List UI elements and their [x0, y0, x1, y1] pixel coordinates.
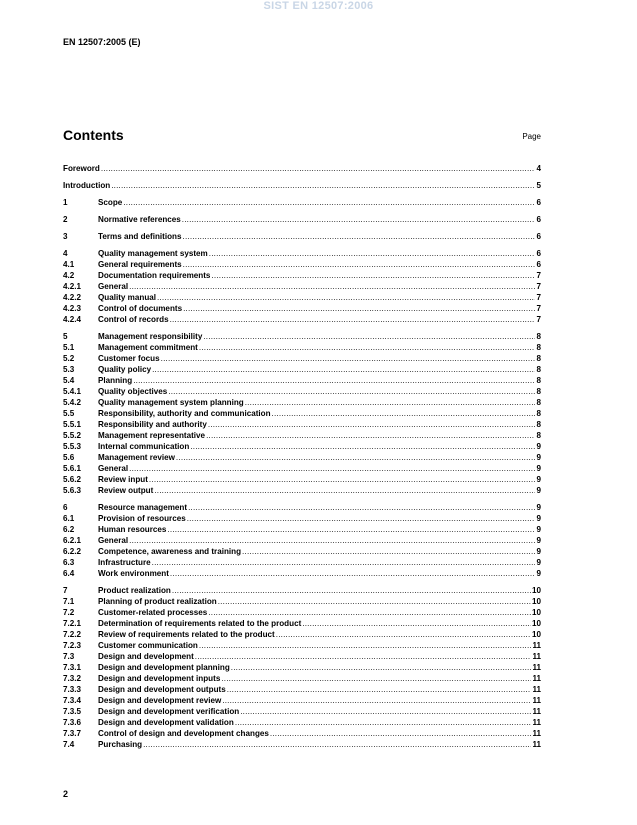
toc-entry-title: Customer communication [98, 641, 198, 650]
toc-entry-number: 6.1 [63, 514, 75, 523]
toc-entry[interactable] [63, 292, 541, 303]
toc-entry[interactable] [63, 231, 541, 242]
toc-entry[interactable] [63, 618, 541, 629]
toc-dot-leader [272, 408, 536, 419]
toc-entry-page: 11 [532, 729, 541, 738]
toc-entry-title: Design and development inputs [98, 674, 221, 683]
toc-entry-number: 4.2.2 [63, 293, 82, 302]
toc-entry-number: 7.3.5 [63, 707, 82, 716]
toc-entry-page: 8 [536, 376, 541, 385]
toc-entry-page: 9 [536, 514, 541, 523]
toc-entry-page: 10 [531, 630, 541, 639]
toc-entry-title: Determination of requirements related to the product [98, 619, 302, 628]
toc-entry-number: 7.3.6 [63, 718, 82, 727]
toc-entry-title: General [98, 536, 129, 545]
toc-entry-number: 6.2.1 [63, 536, 82, 545]
toc-entry-page: 10 [531, 608, 541, 617]
toc-entry-number: 5.4 [63, 376, 75, 385]
toc-dot-leader [182, 214, 536, 225]
toc-dot-leader [172, 585, 531, 596]
toc-entry-page: 7 [536, 271, 541, 280]
toc-entry-page: 4 [536, 164, 541, 173]
toc-entry[interactable] [63, 342, 541, 353]
toc-entry-number: 5.6 [63, 453, 75, 462]
toc-dot-leader [133, 375, 535, 386]
toc-entry[interactable] [63, 502, 541, 513]
toc-entry-number: 5.5 [63, 409, 75, 418]
toc-entry-title: Design and development review [98, 696, 222, 705]
toc-entry-page: 9 [536, 464, 541, 473]
toc-entry-number: 7.3.4 [63, 696, 82, 705]
toc-entry-number: 4.2 [63, 271, 75, 280]
toc-entry[interactable] [63, 535, 541, 546]
toc-entry-page: 11 [532, 652, 541, 661]
toc-entry-title: General [98, 282, 129, 291]
toc-entry-title: Review output [98, 486, 154, 495]
toc-entry-title: Purchasing [98, 740, 143, 749]
toc-entry-title: Customer focus [98, 354, 160, 363]
toc-dot-leader [221, 673, 531, 684]
toc-dot-leader [240, 706, 531, 717]
toc-entry-number: 1 [63, 198, 68, 207]
toc-entry-page: 11 [532, 674, 541, 683]
toc-entry[interactable] [63, 596, 541, 607]
toc-dot-leader [129, 281, 535, 292]
toc-dot-leader [190, 441, 535, 452]
toc-entry-title: General requirements [98, 260, 182, 269]
toc-entry[interactable] [63, 513, 541, 524]
toc-entry-page: 8 [536, 332, 541, 341]
toc-dot-leader [235, 717, 532, 728]
toc-entry[interactable] [63, 629, 541, 640]
toc-dot-leader [222, 695, 531, 706]
toc-entry[interactable] [63, 474, 541, 485]
toc-entry-page: 9 [536, 558, 541, 567]
toc-entry-title: Quality management system [98, 249, 208, 258]
toc-dot-leader [183, 303, 535, 314]
page-number: 2 [63, 789, 69, 799]
toc-entry-page: 6 [536, 198, 541, 207]
toc-entry-page: 9 [536, 475, 541, 484]
toc-entry-number: 7.2.1 [63, 619, 82, 628]
toc-entry-page: 9 [536, 547, 541, 556]
toc-entry-number: 7.3 [63, 652, 75, 661]
toc-entry[interactable] [63, 463, 541, 474]
toc-entry-page: 8 [536, 387, 541, 396]
toc-dot-leader [170, 568, 536, 579]
toc-entry[interactable] [63, 248, 541, 259]
toc-entry-page: 9 [536, 525, 541, 534]
toc-dot-leader [231, 662, 532, 673]
toc-entry-number: 7.2.2 [63, 630, 82, 639]
toc-entry-title: Introduction [63, 181, 111, 190]
toc-entry-number: 7.3.2 [63, 674, 82, 683]
toc-entry-title: Control of documents [98, 304, 183, 313]
toc-entry[interactable] [63, 684, 541, 695]
toc-entry[interactable] [63, 353, 541, 364]
toc-dot-leader [149, 474, 536, 485]
toc-entry[interactable] [63, 303, 541, 314]
toc-entry-page: 9 [536, 486, 541, 495]
toc-entry-number: 6 [63, 503, 68, 512]
toc-entry-page: 7 [536, 293, 541, 302]
toc-dot-leader [188, 502, 535, 513]
toc-entry[interactable] [63, 706, 541, 717]
toc-dot-leader [111, 180, 535, 191]
toc-entry-title: Internal communication [98, 442, 190, 451]
toc-entry-title: General [98, 464, 129, 473]
toc-entry[interactable] [63, 281, 541, 292]
toc-entry-page: 7 [536, 282, 541, 291]
toc-dot-leader [208, 607, 531, 618]
toc-entry-number: 6.4 [63, 569, 75, 578]
toc-entry-number: 4.2.1 [63, 282, 82, 291]
document-id: EN 12507:2005 (E) [63, 37, 141, 47]
toc-entry-page: 11 [532, 663, 541, 672]
toc-entry-page: 8 [536, 420, 541, 429]
toc-entry-title: Documentation requirements [98, 271, 211, 280]
toc-entry-title: Provision of resources [98, 514, 186, 523]
toc-entry-title: Normative references [98, 215, 181, 224]
toc-entry-page: 11 [532, 707, 541, 716]
toc-entry-number: 4.1 [63, 260, 75, 269]
toc-entry-number: 4.2.4 [63, 315, 82, 324]
toc-entry-title: Terms and definitions [98, 232, 182, 241]
toc-entry-number: 2 [63, 215, 68, 224]
toc-entry-title: Management commitment [98, 343, 198, 352]
toc-entry-number: 3 [63, 232, 68, 241]
toc-entry-number: 5.4.2 [63, 398, 82, 407]
toc-entry-page: 9 [536, 503, 541, 512]
toc-entry-title: Quality manual [98, 293, 157, 302]
toc-entry-page: 9 [536, 442, 541, 451]
toc-entry-page: 5 [536, 181, 541, 190]
toc-dot-leader [199, 342, 536, 353]
toc-entry-title: Responsibility, authority and communication [98, 409, 271, 418]
toc-dot-leader [209, 248, 536, 259]
toc-entry[interactable] [63, 163, 541, 174]
toc-entry-number: 5.5.1 [63, 420, 82, 429]
toc-entry-number: 7.3.3 [63, 685, 82, 694]
toc-entry-title: Infrastructure [98, 558, 151, 567]
toc-entry-number: 5.5.3 [63, 442, 82, 451]
toc-dot-leader [199, 640, 532, 651]
toc-dot-leader [168, 386, 535, 397]
watermark-text: SIST EN 12507:2006 [263, 0, 374, 12]
toc-entry-page: 11 [532, 718, 541, 727]
toc-entry-number: 7.2 [63, 608, 75, 617]
toc-entry-title: Resource management [98, 503, 188, 512]
toc-entry-page: 8 [536, 354, 541, 363]
toc-entry-title: Planning [98, 376, 133, 385]
toc-entry-title: Work environment [98, 569, 169, 578]
toc-entry-title: Review of requirements related to the product [98, 630, 275, 639]
toc-entry-title: Design and development validation [98, 718, 234, 727]
toc-entry-number: 5 [63, 332, 68, 341]
toc-entry[interactable] [63, 214, 541, 225]
toc-dot-leader [245, 397, 536, 408]
toc-entry[interactable] [63, 430, 541, 441]
toc-entry-page: 9 [536, 536, 541, 545]
toc-entry[interactable] [63, 375, 541, 386]
toc-entry[interactable] [63, 408, 541, 419]
toc-entry-title: Product realization [98, 586, 171, 595]
page-column-label: Page [522, 132, 541, 141]
toc-entry-number: 6.2 [63, 525, 75, 534]
toc-entry-title: Quality policy [98, 365, 152, 374]
toc-entry[interactable] [63, 739, 541, 750]
toc-entry-page: 8 [536, 398, 541, 407]
toc-dot-leader [270, 728, 532, 739]
toc-entry-number: 6.2.2 [63, 547, 82, 556]
toc-entry-title: Planning of product realization [98, 597, 217, 606]
toc-dot-leader [152, 364, 535, 375]
toc-entry[interactable] [63, 546, 541, 557]
toc-entry[interactable] [63, 695, 541, 706]
toc-entry[interactable] [63, 270, 541, 281]
toc-entry[interactable] [63, 331, 541, 342]
toc-entry[interactable] [63, 568, 541, 579]
toc-entry[interactable] [63, 386, 541, 397]
toc-dot-leader [211, 270, 535, 281]
toc-dot-leader [183, 259, 536, 270]
toc-entry[interactable] [63, 314, 541, 325]
toc-dot-leader [154, 485, 535, 496]
toc-dot-leader [203, 331, 535, 342]
toc-entry-title: Quality management system planning [98, 398, 244, 407]
toc-entry[interactable] [63, 673, 541, 684]
toc-entry-number: 7.3.1 [63, 663, 82, 672]
toc-entry-number: 5.6.3 [63, 486, 82, 495]
toc-entry-number: 7.3.7 [63, 729, 82, 738]
toc-entry[interactable] [63, 364, 541, 375]
toc-entry-number: 5.3 [63, 365, 75, 374]
toc-entry-title: Customer-related processes [98, 608, 208, 617]
toc-entry-number: 5.1 [63, 343, 75, 352]
toc-entry-title: Management review [98, 453, 175, 462]
toc-entry-title: Scope [98, 198, 123, 207]
toc-entry-title: Management responsibility [98, 332, 203, 341]
toc-entry-title: Competence, awareness and training [98, 547, 242, 556]
contents-heading: Contents [63, 127, 124, 143]
toc-dot-leader [276, 629, 531, 640]
toc-entry[interactable] [63, 259, 541, 270]
toc-dot-leader [170, 314, 536, 325]
toc-entry-page: 8 [536, 343, 541, 352]
toc-entry-number: 7.1 [63, 597, 75, 606]
toc-entry-page: 8 [536, 431, 541, 440]
toc-entry-title: Review input [98, 475, 148, 484]
toc-entry-title: Design and development outputs [98, 685, 226, 694]
toc-entry[interactable] [63, 180, 541, 191]
toc-entry-number: 7.2.3 [63, 641, 82, 650]
toc-entry-number: 4 [63, 249, 68, 258]
toc-entry[interactable] [63, 452, 541, 463]
toc-entry-page: 10 [531, 597, 541, 606]
toc-dot-leader [167, 524, 535, 535]
toc-entry-page: 10 [531, 586, 541, 595]
toc-entry-number: 7.4 [63, 740, 75, 749]
toc-dot-leader [302, 618, 531, 629]
toc-entry[interactable] [63, 197, 541, 208]
toc-entry[interactable] [63, 717, 541, 728]
toc-entry-page: 11 [532, 740, 541, 749]
toc-entry[interactable] [63, 419, 541, 430]
toc-entry-number: 5.5.2 [63, 431, 82, 440]
toc-entry-page: 9 [536, 453, 541, 462]
toc-entry[interactable] [63, 524, 541, 535]
toc-dot-leader [183, 231, 536, 242]
toc-entry[interactable] [63, 728, 541, 739]
toc-dot-leader [206, 430, 535, 441]
toc-entry[interactable] [63, 557, 541, 568]
toc-dot-leader [129, 535, 535, 546]
toc-dot-leader [157, 292, 535, 303]
toc-entry-page: 7 [536, 304, 541, 313]
toc-entry[interactable] [63, 662, 541, 673]
toc-entry-page: 7 [536, 315, 541, 324]
toc-entry-number: 5.6.2 [63, 475, 82, 484]
toc-dot-leader [176, 452, 536, 463]
toc-entry-title: Foreword [63, 164, 100, 173]
toc-dot-leader [227, 684, 532, 695]
toc-entry-page: 6 [536, 260, 541, 269]
toc-entry-page: 9 [536, 569, 541, 578]
toc-dot-leader [101, 163, 536, 174]
toc-entry-page: 6 [536, 249, 541, 258]
toc-dot-leader [143, 739, 531, 750]
toc-entry-page: 8 [536, 409, 541, 418]
toc-entry-page: 8 [536, 365, 541, 374]
toc-entry-title: Design and development verification [98, 707, 240, 716]
toc-dot-leader [195, 651, 532, 662]
toc-entry-title: Design and development [98, 652, 194, 661]
toc-entry-number: 5.2 [63, 354, 75, 363]
toc-dot-leader [242, 546, 535, 557]
toc-dot-leader [218, 596, 531, 607]
toc-entry-page: 11 [532, 696, 541, 705]
toc-entry-title: Management representative [98, 431, 206, 440]
toc-dot-leader [129, 463, 535, 474]
toc-dot-leader [161, 353, 536, 364]
toc-dot-leader [187, 513, 536, 524]
toc-dot-leader [208, 419, 536, 430]
toc-entry-number: 4.2.3 [63, 304, 82, 313]
toc-entry[interactable] [63, 607, 541, 618]
toc-entry[interactable] [63, 441, 541, 452]
toc-entry-number: 5.6.1 [63, 464, 82, 473]
toc-entry-number: 6.3 [63, 558, 75, 567]
table-of-contents [63, 163, 541, 750]
toc-entry-title: Control of design and development changes [98, 729, 269, 738]
toc-entry-title: Control of records [98, 315, 169, 324]
toc-entry-page: 10 [531, 619, 541, 628]
toc-entry[interactable] [63, 651, 541, 662]
toc-entry-title: Design and development planning [98, 663, 230, 672]
toc-entry-page: 11 [532, 685, 541, 694]
toc-entry-page: 6 [536, 215, 541, 224]
toc-entry-title: Quality objectives [98, 387, 168, 396]
toc-dot-leader [152, 557, 536, 568]
toc-entry-page: 6 [536, 232, 541, 241]
toc-entry-page: 11 [532, 641, 541, 650]
toc-entry-title: Human resources [98, 525, 167, 534]
toc-entry-title: Responsibility and authority [98, 420, 207, 429]
toc-entry-number: 7 [63, 586, 68, 595]
toc-dot-leader [123, 197, 535, 208]
toc-entry[interactable] [63, 485, 541, 496]
toc-entry-number: 5.4.1 [63, 387, 82, 396]
toc-entry[interactable] [63, 397, 541, 408]
toc-entry[interactable] [63, 640, 541, 651]
toc-entry[interactable] [63, 585, 541, 596]
